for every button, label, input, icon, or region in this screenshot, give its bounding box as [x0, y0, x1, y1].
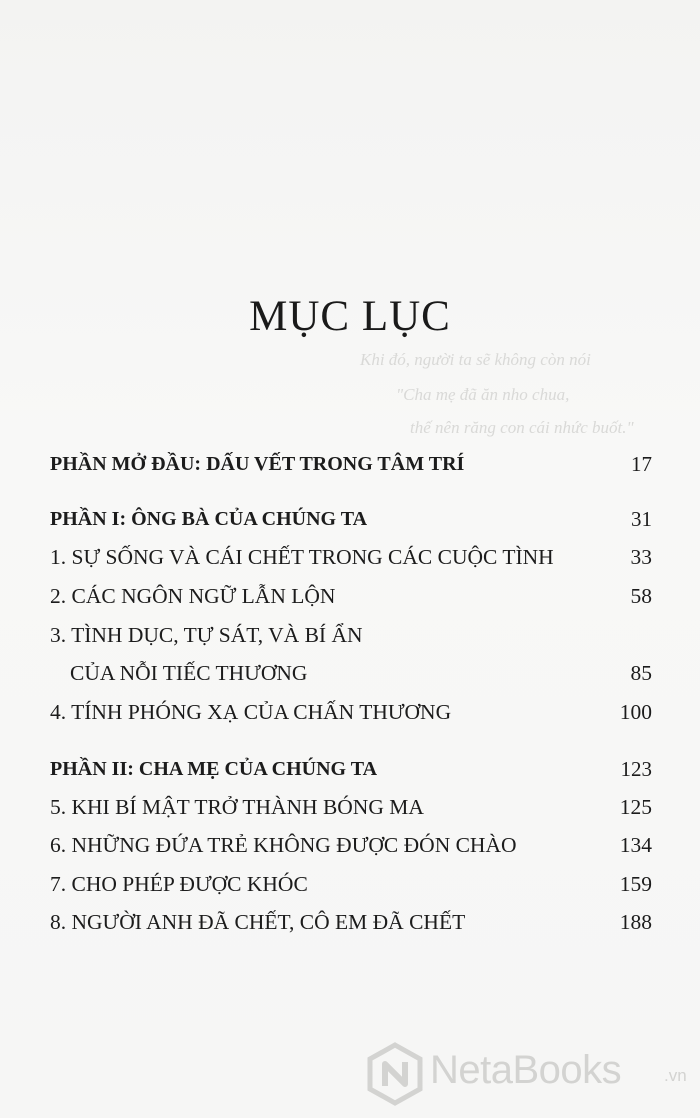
- toc-entry-label: 2. CÁC NGÔN NGỮ LẪN LỘN: [50, 584, 336, 608]
- toc-entry-page: 159: [619, 872, 652, 896]
- toc-entry-label: 5. KHI BÍ MẬT TRỞ THÀNH BÓNG MA: [50, 795, 424, 819]
- toc-entry-chapter-6: [50, 829, 652, 861]
- toc-entry-part-2: [50, 753, 652, 785]
- toc-entry-label: 1. SỰ SỐNG VÀ CÁI CHẾT TRONG CÁC CUỘC TÌNH: [50, 545, 554, 569]
- toc-entry-page: 123: [620, 757, 652, 781]
- toc-entry-prologue: [50, 448, 652, 480]
- toc-entry-page: 188: [619, 910, 652, 934]
- toc-entry-page: 33: [630, 545, 652, 569]
- toc-entry-chapter-3-cont: [50, 657, 652, 689]
- toc-entry-part-1: [50, 503, 652, 535]
- page-title: MỤC LỤC: [249, 293, 451, 340]
- toc-entry-page: 100: [619, 700, 652, 724]
- toc-entry-chapter-4: [50, 696, 652, 728]
- toc-entry-label: PHẦN II: CHA MẸ CỦA CHÚNG TA: [50, 758, 378, 780]
- toc-entry-chapter-5: [50, 791, 652, 823]
- toc-entry-chapter-2: [50, 580, 652, 612]
- hexagon-n-logo-icon: [366, 1042, 424, 1106]
- toc-entry-page: 85: [630, 661, 652, 685]
- toc-entry-label: 3. TÌNH DỤC, TỰ SÁT, VÀ BÍ ẨN: [50, 623, 363, 647]
- watermark-brand: NetaBooks: [430, 1048, 622, 1092]
- toc-entry-label: 8. NGƯỜI ANH ĐÃ CHẾT, CÔ EM ĐÃ CHẾT: [50, 910, 466, 934]
- toc-entry-chapter-8: [50, 906, 652, 938]
- watermark-suffix: .vn: [664, 1066, 687, 1085]
- bleed-through-text-line-2: "Cha mẹ đã ăn nho chua,: [396, 385, 570, 404]
- toc-entry-page: 134: [619, 833, 652, 857]
- toc-entry-label: PHẦN I: ÔNG BÀ CỦA CHÚNG TA: [50, 508, 368, 530]
- toc-entry-chapter-3: [50, 619, 652, 651]
- netabooks-watermark: [366, 1042, 696, 1106]
- bleed-through-text-line-3: thế nên răng con cái nhức buốt.": [410, 418, 634, 437]
- toc-entry-page: 31: [631, 507, 652, 531]
- toc-entry-chapter-1: [50, 541, 652, 573]
- toc-entry-label: PHẦN MỞ ĐẦU: DẤU VẾT TRONG TÂM TRÍ: [50, 453, 465, 475]
- toc-entry-page: 58: [630, 584, 652, 608]
- bleed-through-text-line-1: Khi đó, người ta sẽ không còn nói: [360, 350, 591, 369]
- toc-entry-page: 17: [631, 452, 652, 476]
- toc-entry-label: CỦA NỖI TIẾC THƯƠNG: [70, 661, 308, 685]
- toc-entry-page: 125: [619, 795, 652, 819]
- toc-entry-label: 6. NHỮNG ĐỨA TRẺ KHÔNG ĐƯỢC ĐÓN CHÀO: [50, 833, 517, 857]
- toc-entry-label: 4. TÍNH PHÓNG XẠ CỦA CHẤN THƯƠNG: [50, 700, 452, 724]
- toc-entry-label: 7. CHO PHÉP ĐƯỢC KHÓC: [50, 872, 308, 896]
- toc-entry-chapter-7: [50, 868, 652, 900]
